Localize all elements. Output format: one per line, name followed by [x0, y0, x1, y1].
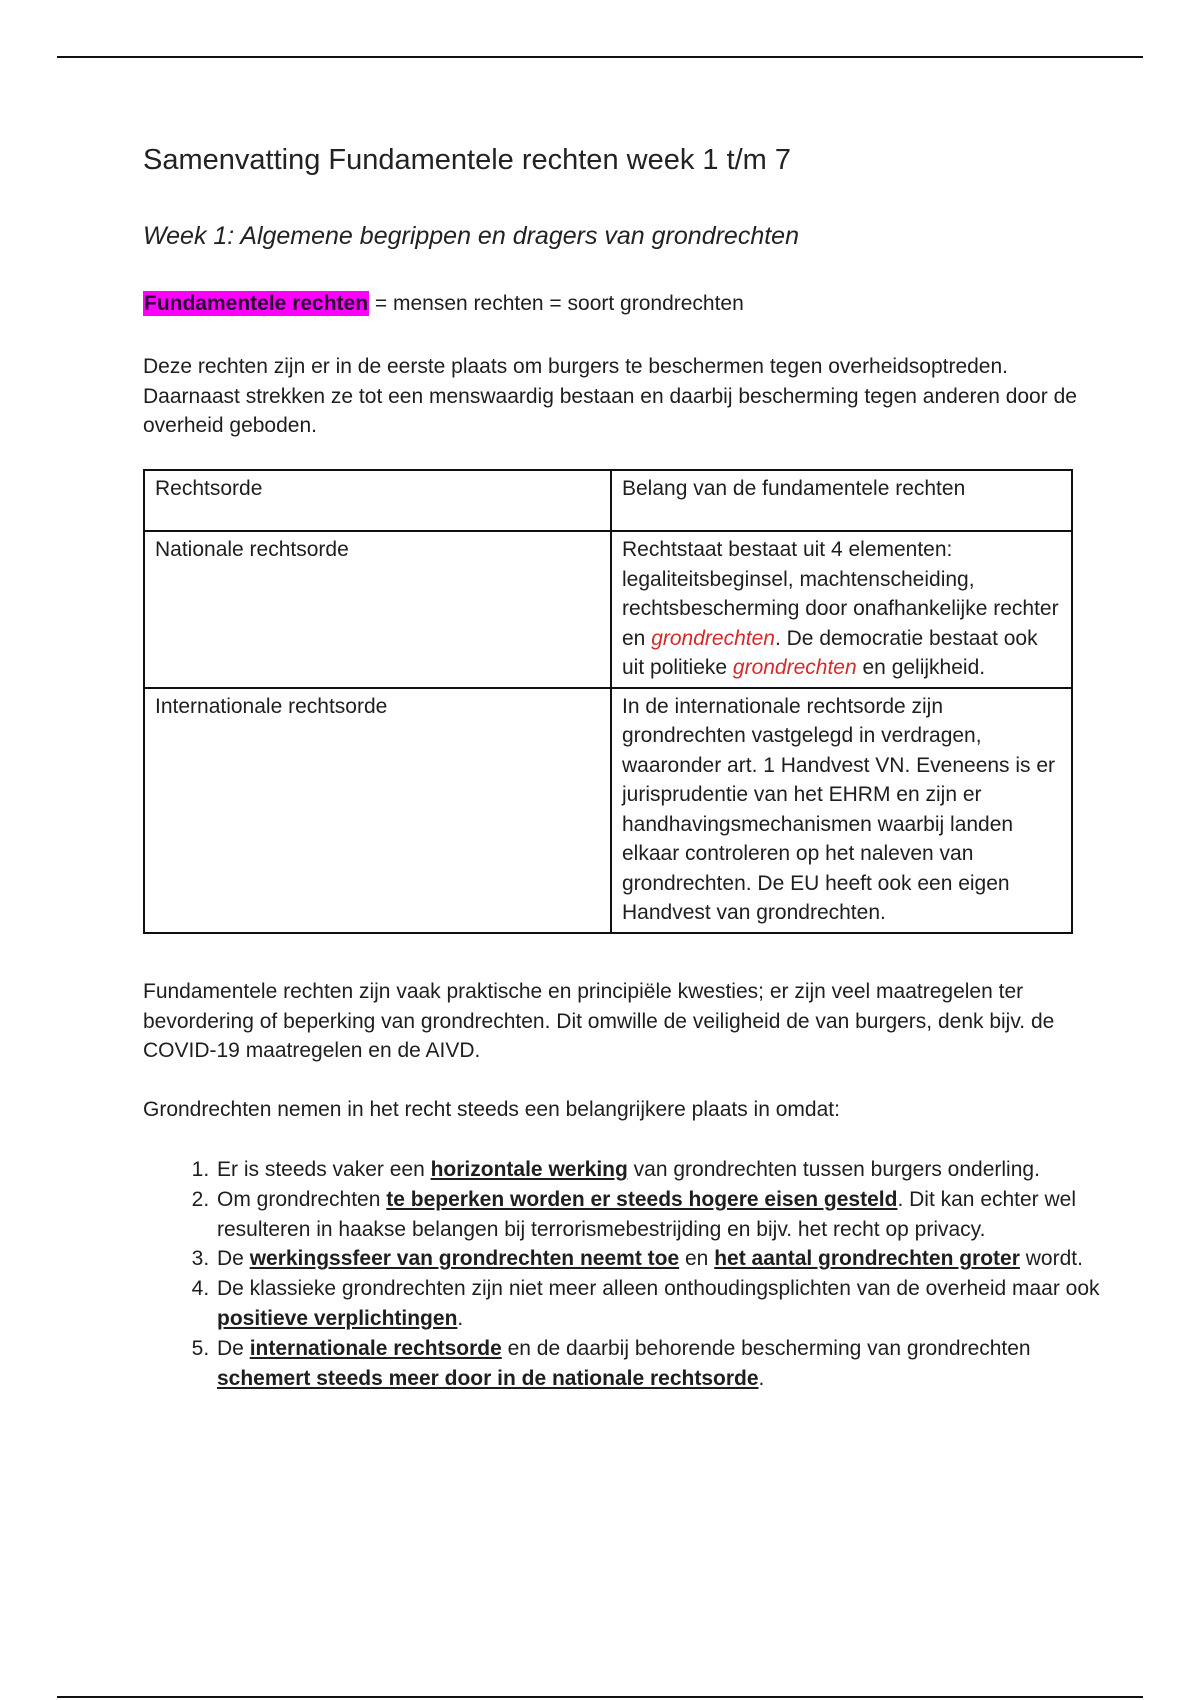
emphasized-term: grondrechten — [732, 656, 857, 679]
item-text: Om grondrechten — [217, 1187, 387, 1211]
item-text: wordt. — [1019, 1247, 1083, 1271]
table-header-row — [144, 470, 1072, 531]
definition-text: = mensen rechten = soort grondrechten — [369, 292, 744, 315]
item-text: Er is steeds vaker een — [217, 1158, 431, 1181]
list-item — [215, 1244, 1120, 1274]
key-phrase: positieve verplichtingen — [217, 1306, 458, 1330]
key-phrase: schemert steeds meer door in de nationale rechtsorde — [217, 1366, 759, 1390]
week-heading: Week 1: Algemene begrippen en dragers van grondrechten — [143, 222, 799, 250]
cell-text: en gelijkheid. — [856, 656, 986, 679]
list-item — [215, 1155, 1120, 1185]
item-text: . Dit kan echter wel resulteren in haakse belangen bij terrorismebestrijding en bijv. het recht op privacy. — [217, 1187, 1077, 1241]
key-phrase: werkingssfeer van grondrechten neemt toe — [249, 1247, 680, 1271]
list-item — [215, 1274, 1120, 1334]
key-phrase: internationale rechtsorde — [249, 1336, 502, 1360]
list-intro: Grondrechten nemen in het recht steeds een belangrijkere plaats in omdat: — [143, 1098, 840, 1121]
item-text: . — [457, 1306, 464, 1330]
reasons-list — [179, 1155, 1120, 1393]
item-text: en — [679, 1247, 715, 1271]
list-item — [215, 1185, 1120, 1245]
cell-text: Rechtstaat bestaat uit 4 elementen: legaliteitsbeginsel, machtenscheiding, rechtsbescherming door onafhankelijke rechter en — [622, 538, 1059, 650]
intro-paragraph: Deze rechten zijn er in de eerste plaats om burgers te beschermen tegen overheidsoptreden. Daarnaast strekken ze tot een menswaardig bestaan en daarbij bescherming tegen anderen door de overheid geboden. — [143, 355, 1077, 437]
table-cell: In de internationale rechtsorde zijn grondrechten vastgelegd in verdragen, waaronder art. 1 Handvest VN. Eveneens is er jurisprudentie van het EHRM en zijn er handhavingsmechanismen waarbij landen elkaar controleren op het naleven van grondrechten. De EU heeft ook een eigen Handvest van grondrechten. — [611, 688, 1072, 933]
header-rule — [57, 56, 1143, 58]
cell-text: . De democratie bestaat ook uit politieke — [622, 626, 1038, 679]
table-cell — [611, 531, 1072, 688]
item-text: en de daarbij behorende bescherming van grondrechten — [501, 1336, 1031, 1360]
table-header-cell: Rechtsorde — [144, 470, 611, 531]
item-text: De — [217, 1247, 250, 1271]
list-item — [215, 1334, 1120, 1394]
footer-rule — [57, 1696, 1143, 1698]
key-phrase: het aantal grondrechten groter — [714, 1247, 1020, 1271]
document-title: Samenvatting Fundamentele rechten week 1 t/m 7 — [143, 144, 792, 176]
item-text: De — [217, 1336, 250, 1360]
table-row-label: Internationale rechtsorde — [144, 688, 611, 933]
emphasized-term: grondrechten — [651, 626, 775, 650]
definition-line — [143, 292, 744, 316]
rechtsorde-table — [143, 469, 1073, 934]
table-header-cell: Belang van de fundamentele rechten — [611, 470, 1072, 531]
key-phrase: te beperken worden er steeds hogere eisen gesteld — [386, 1187, 898, 1211]
item-text: . — [758, 1366, 765, 1390]
item-text: van grondrechten tussen burgers onderling. — [627, 1158, 1040, 1181]
key-phrase: horizontale werking — [430, 1158, 628, 1181]
practical-paragraph: Fundamentele rechten zijn vaak praktische en principiële kwesties; er zijn veel maatregelen ter bevordering of beperking van grondrechten. Dit omwille de veiligheid de van burgers, denk bijv. de COVID-19 maatregelen en de AIVD. — [143, 980, 1055, 1062]
item-text: De klassieke grondrechten zijn niet meer alleen onthoudingsplichten van de overheid maar ook — [217, 1277, 1100, 1301]
table-row — [144, 688, 1072, 933]
table-row — [144, 531, 1072, 688]
table-row-label: Nationale rechtsorde — [144, 531, 611, 688]
highlighted-term: Fundamentele rechten — [144, 292, 369, 315]
